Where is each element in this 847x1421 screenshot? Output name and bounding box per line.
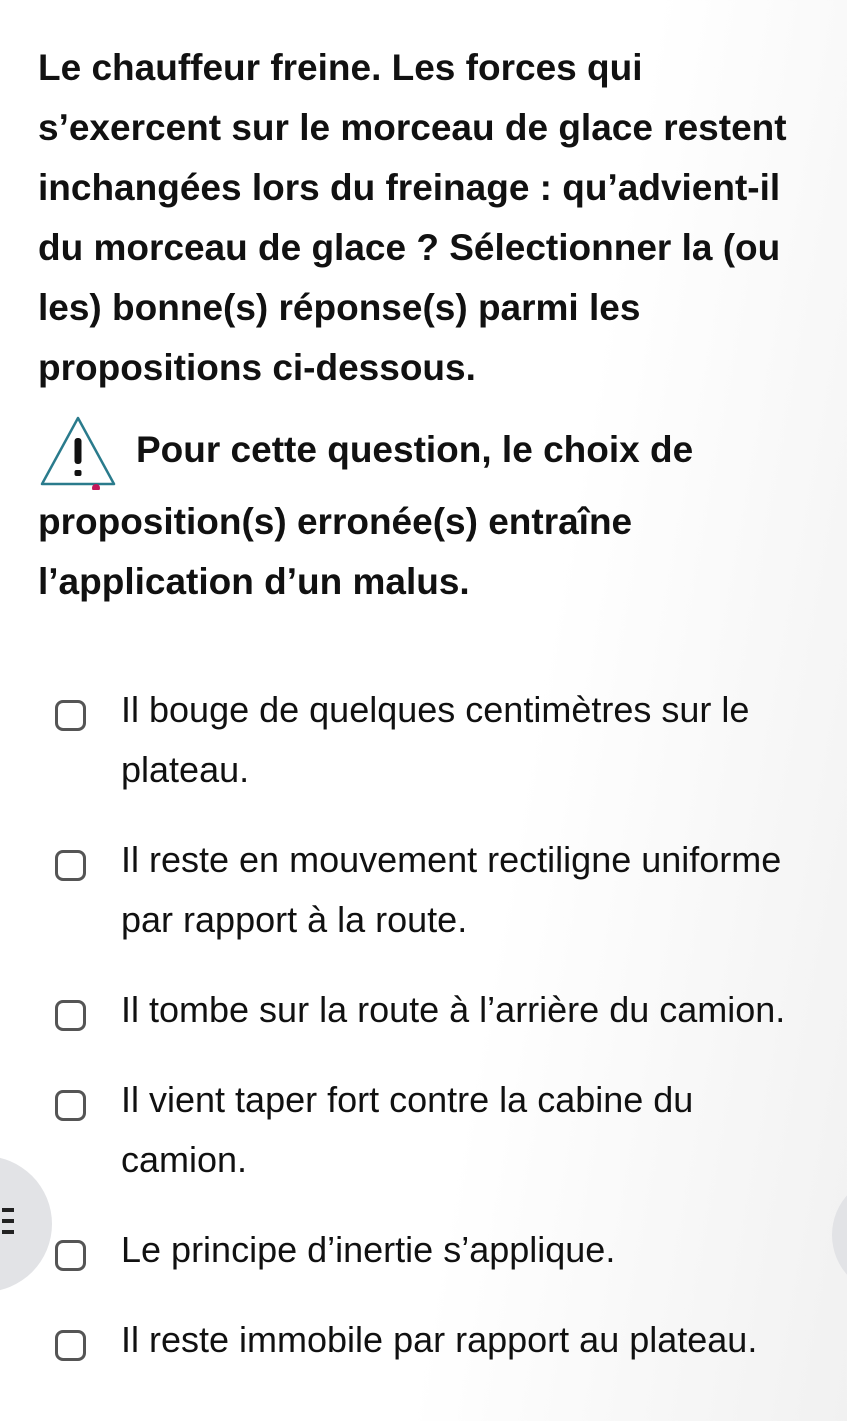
option-6-checkbox[interactable] xyxy=(55,1330,86,1361)
option-6-label[interactable]: Il reste immobile par rapport au plateau. xyxy=(121,1319,758,1360)
warning-text-line1: Pour cette question, le choix de xyxy=(136,429,694,470)
option-5[interactable] xyxy=(55,1220,835,1280)
option-5-checkbox[interactable] xyxy=(55,1240,86,1271)
option-2-checkbox[interactable] xyxy=(55,850,86,881)
warning-notice xyxy=(38,410,828,612)
warning-text-line2: proposition(s) erronée(s) entraîne xyxy=(38,501,633,542)
option-1-label[interactable]: Il bouge de quelques centimètres sur le plateau. xyxy=(121,689,750,790)
warning-triangle-icon xyxy=(38,410,118,490)
side-menu-tab[interactable] xyxy=(0,1156,52,1292)
option-4[interactable] xyxy=(55,1070,835,1190)
option-3-checkbox[interactable] xyxy=(55,1000,86,1031)
option-2[interactable] xyxy=(55,830,835,950)
answer-options xyxy=(55,680,835,1400)
option-2-label[interactable]: Il reste en mouvement rectiligne uniforme par rapport à la route. xyxy=(121,839,782,940)
option-3-label[interactable]: Il tombe sur la route à l’arrière du camion. xyxy=(121,989,786,1030)
option-4-label[interactable]: Il vient taper fort contre la cabine du camion. xyxy=(121,1079,694,1180)
warning-text-line3: l’application d’un malus. xyxy=(38,561,470,602)
option-4-checkbox[interactable] xyxy=(55,1090,86,1121)
option-6[interactable] xyxy=(55,1310,835,1370)
option-1-checkbox[interactable] xyxy=(55,700,86,731)
option-1[interactable] xyxy=(55,680,835,800)
option-3[interactable] xyxy=(55,980,835,1040)
question-text: Le chauffeur freine. Les forces qui s’exercent sur le morceau de glace restent inchangées lors du freinage : qu’advient-il du morceau de glace ? Sélectionner la (ou les) bonne(s) réponse(s) parmi les propositions ci-dessous. xyxy=(38,47,787,388)
menu-icon[interactable] xyxy=(2,1208,14,1238)
option-5-label[interactable]: Le principe d’inertie s’applique. xyxy=(121,1229,616,1270)
